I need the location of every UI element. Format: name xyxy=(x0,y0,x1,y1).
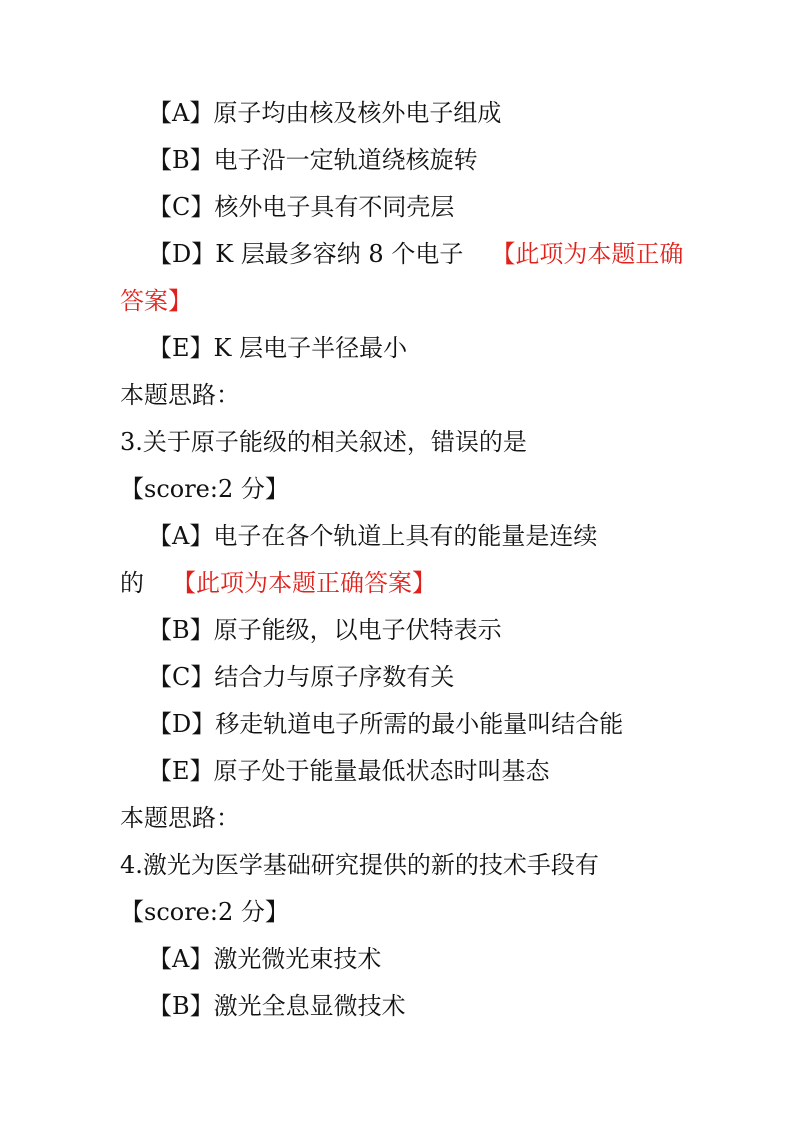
q3-score: 【score:2 分】 xyxy=(120,475,289,503)
q4-score: 【score:2 分】 xyxy=(120,898,289,926)
q3-option-a: 【A】电子在各个轨道上具有的能量是连续 xyxy=(148,522,598,550)
q2-option-a: 【A】原子均由核及核外电子组成 xyxy=(148,99,502,127)
q3-option-c: 【C】结合力与原子序数有关 xyxy=(148,663,455,691)
q2-option-b: 【B】电子沿一定轨道绕核旋转 xyxy=(148,146,478,174)
q3-option-a-continued-line xyxy=(120,568,680,598)
q2-option-e: 【E】K 层电子半径最小 xyxy=(148,334,408,362)
q3-option-e: 【E】原子处于能量最低状态时叫基态 xyxy=(148,757,550,785)
q2-option-c: 【C】核外电子具有不同壳层 xyxy=(148,193,455,221)
q2-option-d: 【D】K 层最多容纳 8 个电子 xyxy=(148,240,464,268)
q3-option-a-continued: 的 xyxy=(120,569,144,597)
q3-option-b: 【B】原子能级，以电子伏特表示 xyxy=(148,616,502,644)
q3-analysis-label: 本题思路： xyxy=(120,804,240,832)
q4-option-b: 【B】激光全息显微技术 xyxy=(148,992,406,1020)
q3-option-d: 【D】移走轨道电子所需的最小能量叫结合能 xyxy=(148,710,624,738)
q3-answer-mark: 【此项为本题正确答案】 xyxy=(172,569,436,597)
q4-stem: 4.激光为医学基础研究提供的新的技术手段有 xyxy=(120,851,599,879)
q2-answer-mark: 【此项为本题正确 xyxy=(491,240,684,268)
q4-option-a: 【A】激光微光束技术 xyxy=(148,945,382,973)
q2-analysis-label: 本题思路： xyxy=(120,381,240,409)
q2-answer-mark-continued: 答案】 xyxy=(120,287,192,315)
q2-option-d-line xyxy=(148,239,708,269)
q3-stem: 3.关于原子能级的相关叙述，错误的是 xyxy=(120,428,527,456)
